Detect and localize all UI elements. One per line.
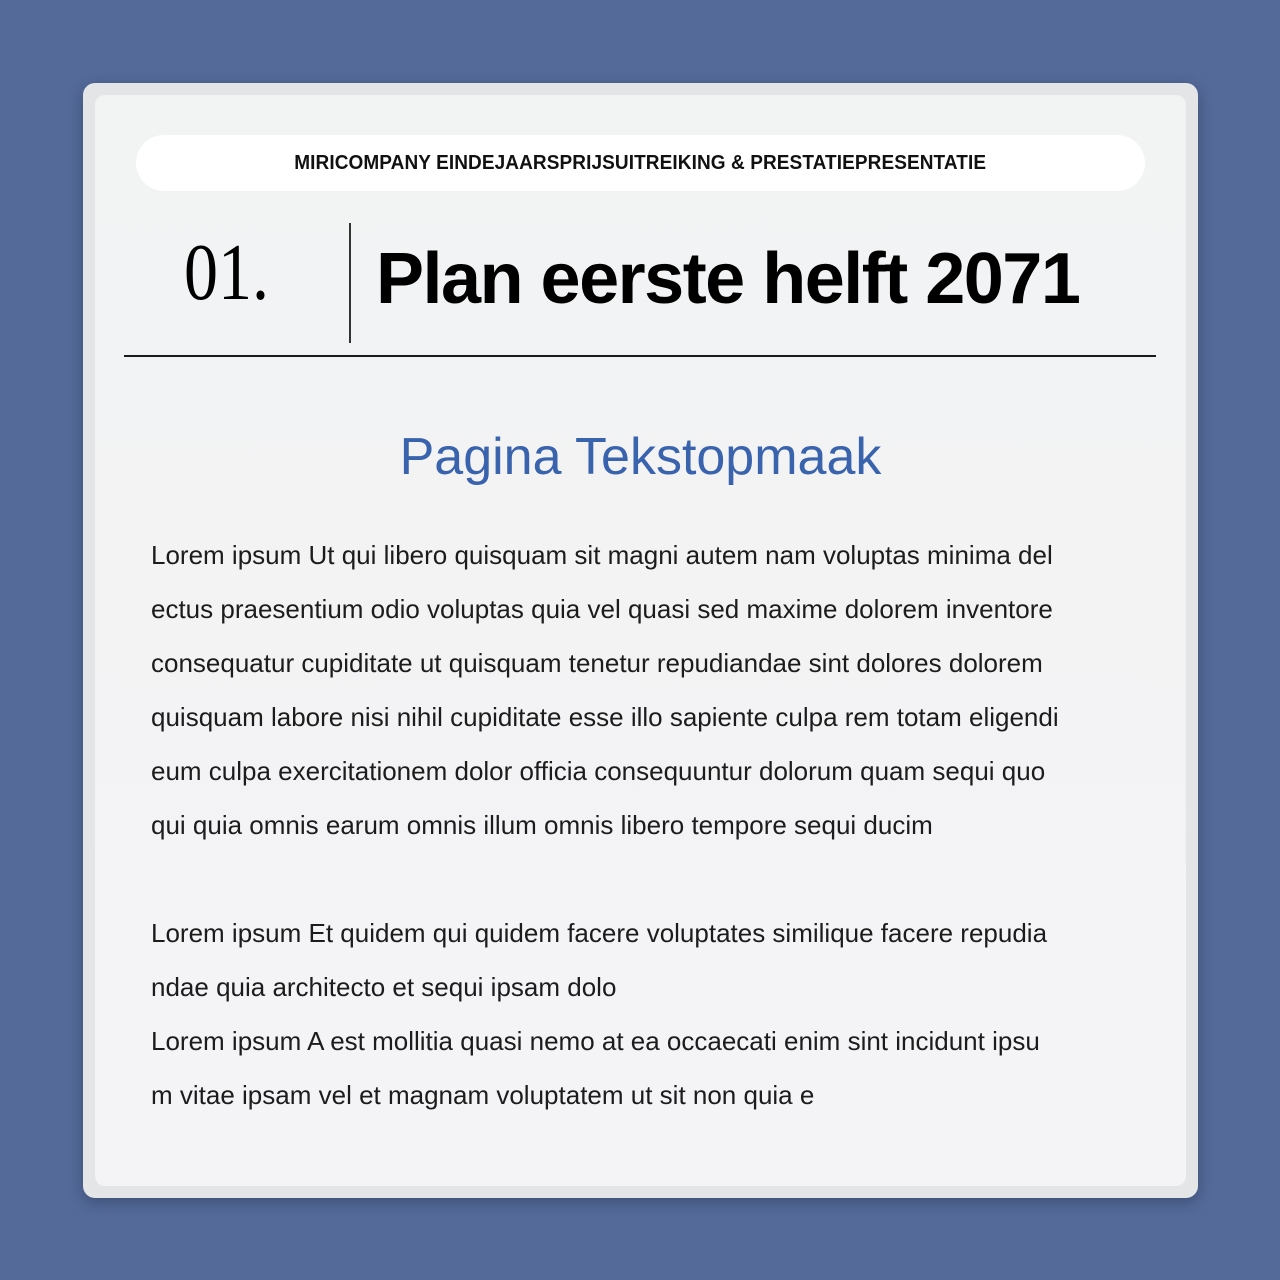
text-line: Lorem ipsum A est mollitia quasi nemo at ea occaecati enim sint incidunt ipsu [151,1026,1040,1056]
section-number: 01. [184,229,269,317]
text-line: eum culpa exercitationem dolor officia consequuntur dolorum quam sequi quo [151,756,1046,786]
text-line: consequatur cupiditate ut quisquam tenetur repudiandae sint dolores dolorem [151,648,1043,678]
body-text [151,528,1151,1122]
page-card [83,83,1198,1198]
text-line: m vitae ipsam vel et magnam voluptatem ut sit non quia e [151,1080,815,1110]
header-horizontal-divider [124,355,1156,357]
text-line: ectus praesentium odio voluptas quia vel quasi sed maxime dolorem inventore [151,594,1053,624]
header-vertical-divider [349,223,351,343]
paragraph-1 [151,528,1151,852]
text-line: ndae quia architecto et sequi ipsam dolo [151,972,617,1002]
text-line: quisquam labore nisi nihil cupiditate esse illo sapiente culpa rem totam eligendi [151,702,1059,732]
text-line: Lorem ipsum Ut qui libero quisquam sit magni autem nam voluptas minima del [151,540,1053,570]
paragraph-3 [151,1014,1151,1122]
event-banner-text: MIRICOMPANY EINDEJAARSPRIJSUITREIKING & PRESTATIEPRESENTATIE [294,151,987,174]
event-banner [136,135,1145,191]
paragraph-2 [151,906,1151,1014]
text-line: Lorem ipsum Et quidem qui quidem facere voluptates similique facere repudia [151,918,1048,948]
page-subtitle: Pagina Tekstopmaak [399,428,882,486]
section-header [124,223,1156,345]
paragraph-spacer [151,852,1151,906]
section-title: Plan eerste helft 2071 [376,239,1080,319]
page-card-content [95,95,1186,1186]
text-line: qui quia omnis earum omnis illum omnis libero tempore sequi ducim [151,810,933,840]
